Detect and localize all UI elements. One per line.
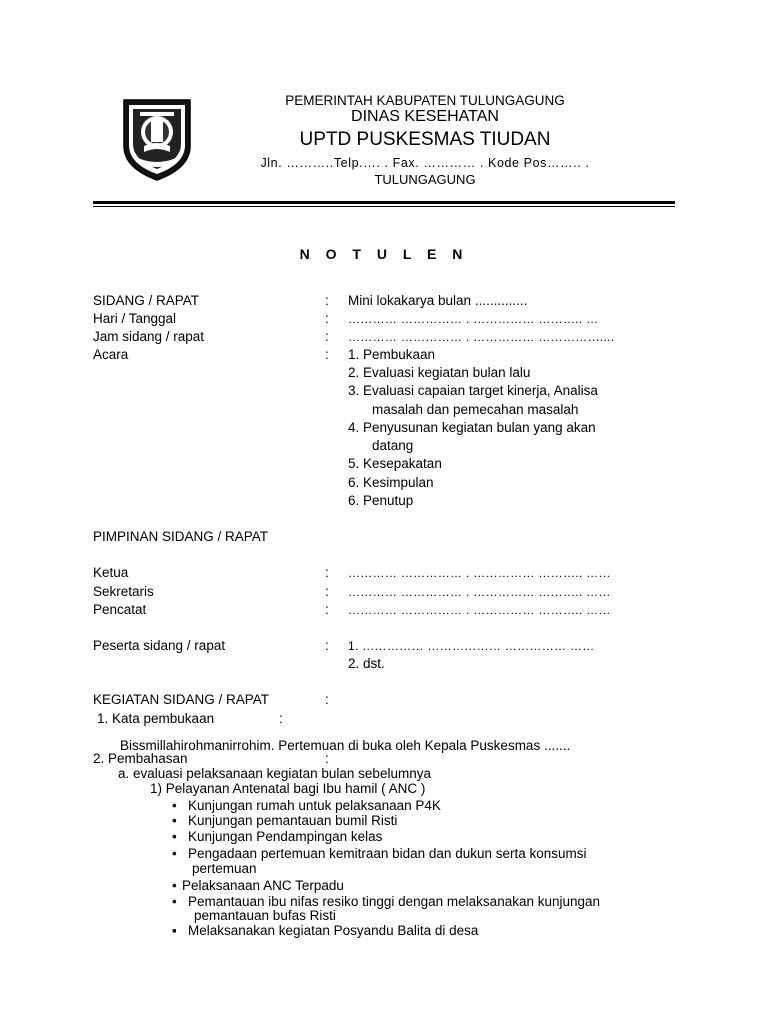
pencatat-value: ………… …………… . …………… ……….. …… xyxy=(348,603,611,617)
bullet-text: Pelaksanaan ANC Terpadu xyxy=(182,878,344,893)
sidang-value: Mini lokakarya bulan .............. xyxy=(348,293,528,308)
bullet-icon: • xyxy=(172,813,177,828)
bullet-text: Pengadaan pertemuan kemitraan bidan dan dukun serta konsumsi xyxy=(188,846,587,861)
kegiatan-sub-a: a. evaluasi pelaksanaan kegiatan bulan sebelumnya xyxy=(118,766,431,781)
bullet-icon: • xyxy=(172,829,177,844)
bullet-text: Kunjungan rumah untuk pelaksanaan P4K xyxy=(188,798,441,813)
hari-colon: : xyxy=(325,311,329,326)
letterhead-rule-thin xyxy=(93,206,675,207)
sidang-label: SIDANG / RAPAT xyxy=(93,293,200,308)
bullet-icon: • xyxy=(172,798,177,813)
kegiatan-item-1-colon: : xyxy=(279,711,283,726)
pencatat-label: Pencatat xyxy=(93,602,147,617)
bullet-icon: • xyxy=(172,846,177,861)
letterhead-government: PEMERINTAH KABUPATEN TULUNGAGUNG xyxy=(285,93,565,108)
pencatat-colon: : xyxy=(325,602,329,617)
jam-colon: : xyxy=(325,329,329,344)
bullet-text: Kunjungan pemantauan bumil Risti xyxy=(188,813,398,828)
letterhead-institution: UPTD PUSKESMAS TIUDAN xyxy=(299,129,551,150)
bullet-text: Kunjungan Pendampingan kelas xyxy=(188,829,383,844)
kegiatan-colon: : xyxy=(325,692,329,707)
kegiatan-item-2: 2. Pembahasan xyxy=(93,751,188,766)
bullet-item xyxy=(172,828,382,846)
kegiatan-item-1: 1. Kata pembukaan xyxy=(97,711,215,726)
ketua-label: Ketua xyxy=(93,565,129,580)
document-title: N O T U L E N xyxy=(299,246,469,262)
acara-item: 3. Evaluasi capaian target kinerja, Analisa xyxy=(348,383,598,398)
square-bullet-icon: ▪ xyxy=(172,923,177,938)
acara-item: 2. Evaluasi kegiatan bulan lalu xyxy=(348,365,531,380)
kegiatan-item-2-colon: : xyxy=(325,751,329,766)
kegiatan-item-1-text: Bissmillahirohmanirrohim. Pertemuan di buka oleh Kepala Puskesmas ....... xyxy=(120,738,571,753)
bullet-icon: • xyxy=(172,894,177,909)
bullet-item-continuation: pertemuan xyxy=(192,861,257,876)
peserta-label: Peserta sidang / rapat xyxy=(93,638,226,653)
acara-item: 1. Pembukaan xyxy=(348,347,436,362)
acara-item: 4. Penyusunan kegiatan bulan yang akan xyxy=(348,420,596,435)
bullet-item-continuation: pemantauan bufas Risti xyxy=(194,908,336,923)
hari-value: ………… …………… . …………… ……….. … xyxy=(348,312,599,326)
sekretaris-value: ………… …………… . …………… ……….. …… xyxy=(348,585,611,599)
bullet-text: Pemantauan ibu nifas resiko tinggi dengan melaksanakan kunjungan xyxy=(188,894,601,909)
acara-item: 6. Penutup xyxy=(348,493,414,508)
sekretaris-colon: : xyxy=(325,584,329,599)
ketua-value: ………… …………… . …………… ……….. …… xyxy=(348,566,611,580)
kegiatan-sub-1: 1) Pelayanan Antenatal bagi Ibu hamil ( ANC ) xyxy=(150,781,426,796)
letterhead-address: Jln. ………..Telp.…. . Fax. ………… . Kode Pos…….. . xyxy=(260,156,590,170)
acara-item: 5. Kesepakatan xyxy=(348,456,442,471)
hari-label: Hari / Tanggal xyxy=(93,311,177,326)
bullet-text: Melaksanakan kegiatan Posyandu Balita di desa xyxy=(188,923,479,938)
ketua-colon: : xyxy=(325,565,329,580)
letterhead-office: DINAS KESEHATAN xyxy=(351,108,499,125)
peserta-colon: : xyxy=(325,638,329,653)
letterhead-rule-thick xyxy=(93,201,675,204)
sekretaris-label: Sekretaris xyxy=(93,584,154,599)
pimpinan-heading: PIMPINAN SIDANG / RAPAT xyxy=(93,529,269,544)
jam-label: Jam sidang / rapat xyxy=(93,329,205,344)
acara-item: 6. Kesimpulan xyxy=(348,475,434,490)
peserta-item: 2. dst. xyxy=(348,656,385,671)
bullet-item xyxy=(172,922,478,940)
jam-value: ………… …………… . …………… …………….... xyxy=(348,330,615,344)
sidang-colon: : xyxy=(325,293,329,308)
acara-label: Acara xyxy=(93,347,129,362)
acara-item-continuation: datang xyxy=(372,438,414,453)
bullet-icon: • xyxy=(172,878,177,893)
acara-colon: : xyxy=(325,347,329,362)
letterhead-city: TULUNGAGUNG xyxy=(374,172,476,187)
peserta-item: 1. …………… ……………… …………… …… xyxy=(348,639,595,653)
acara-item-continuation: masalah dan pemecahan masalah xyxy=(372,402,579,417)
kegiatan-heading: KEGIATAN SIDANG / RAPAT xyxy=(93,692,270,707)
